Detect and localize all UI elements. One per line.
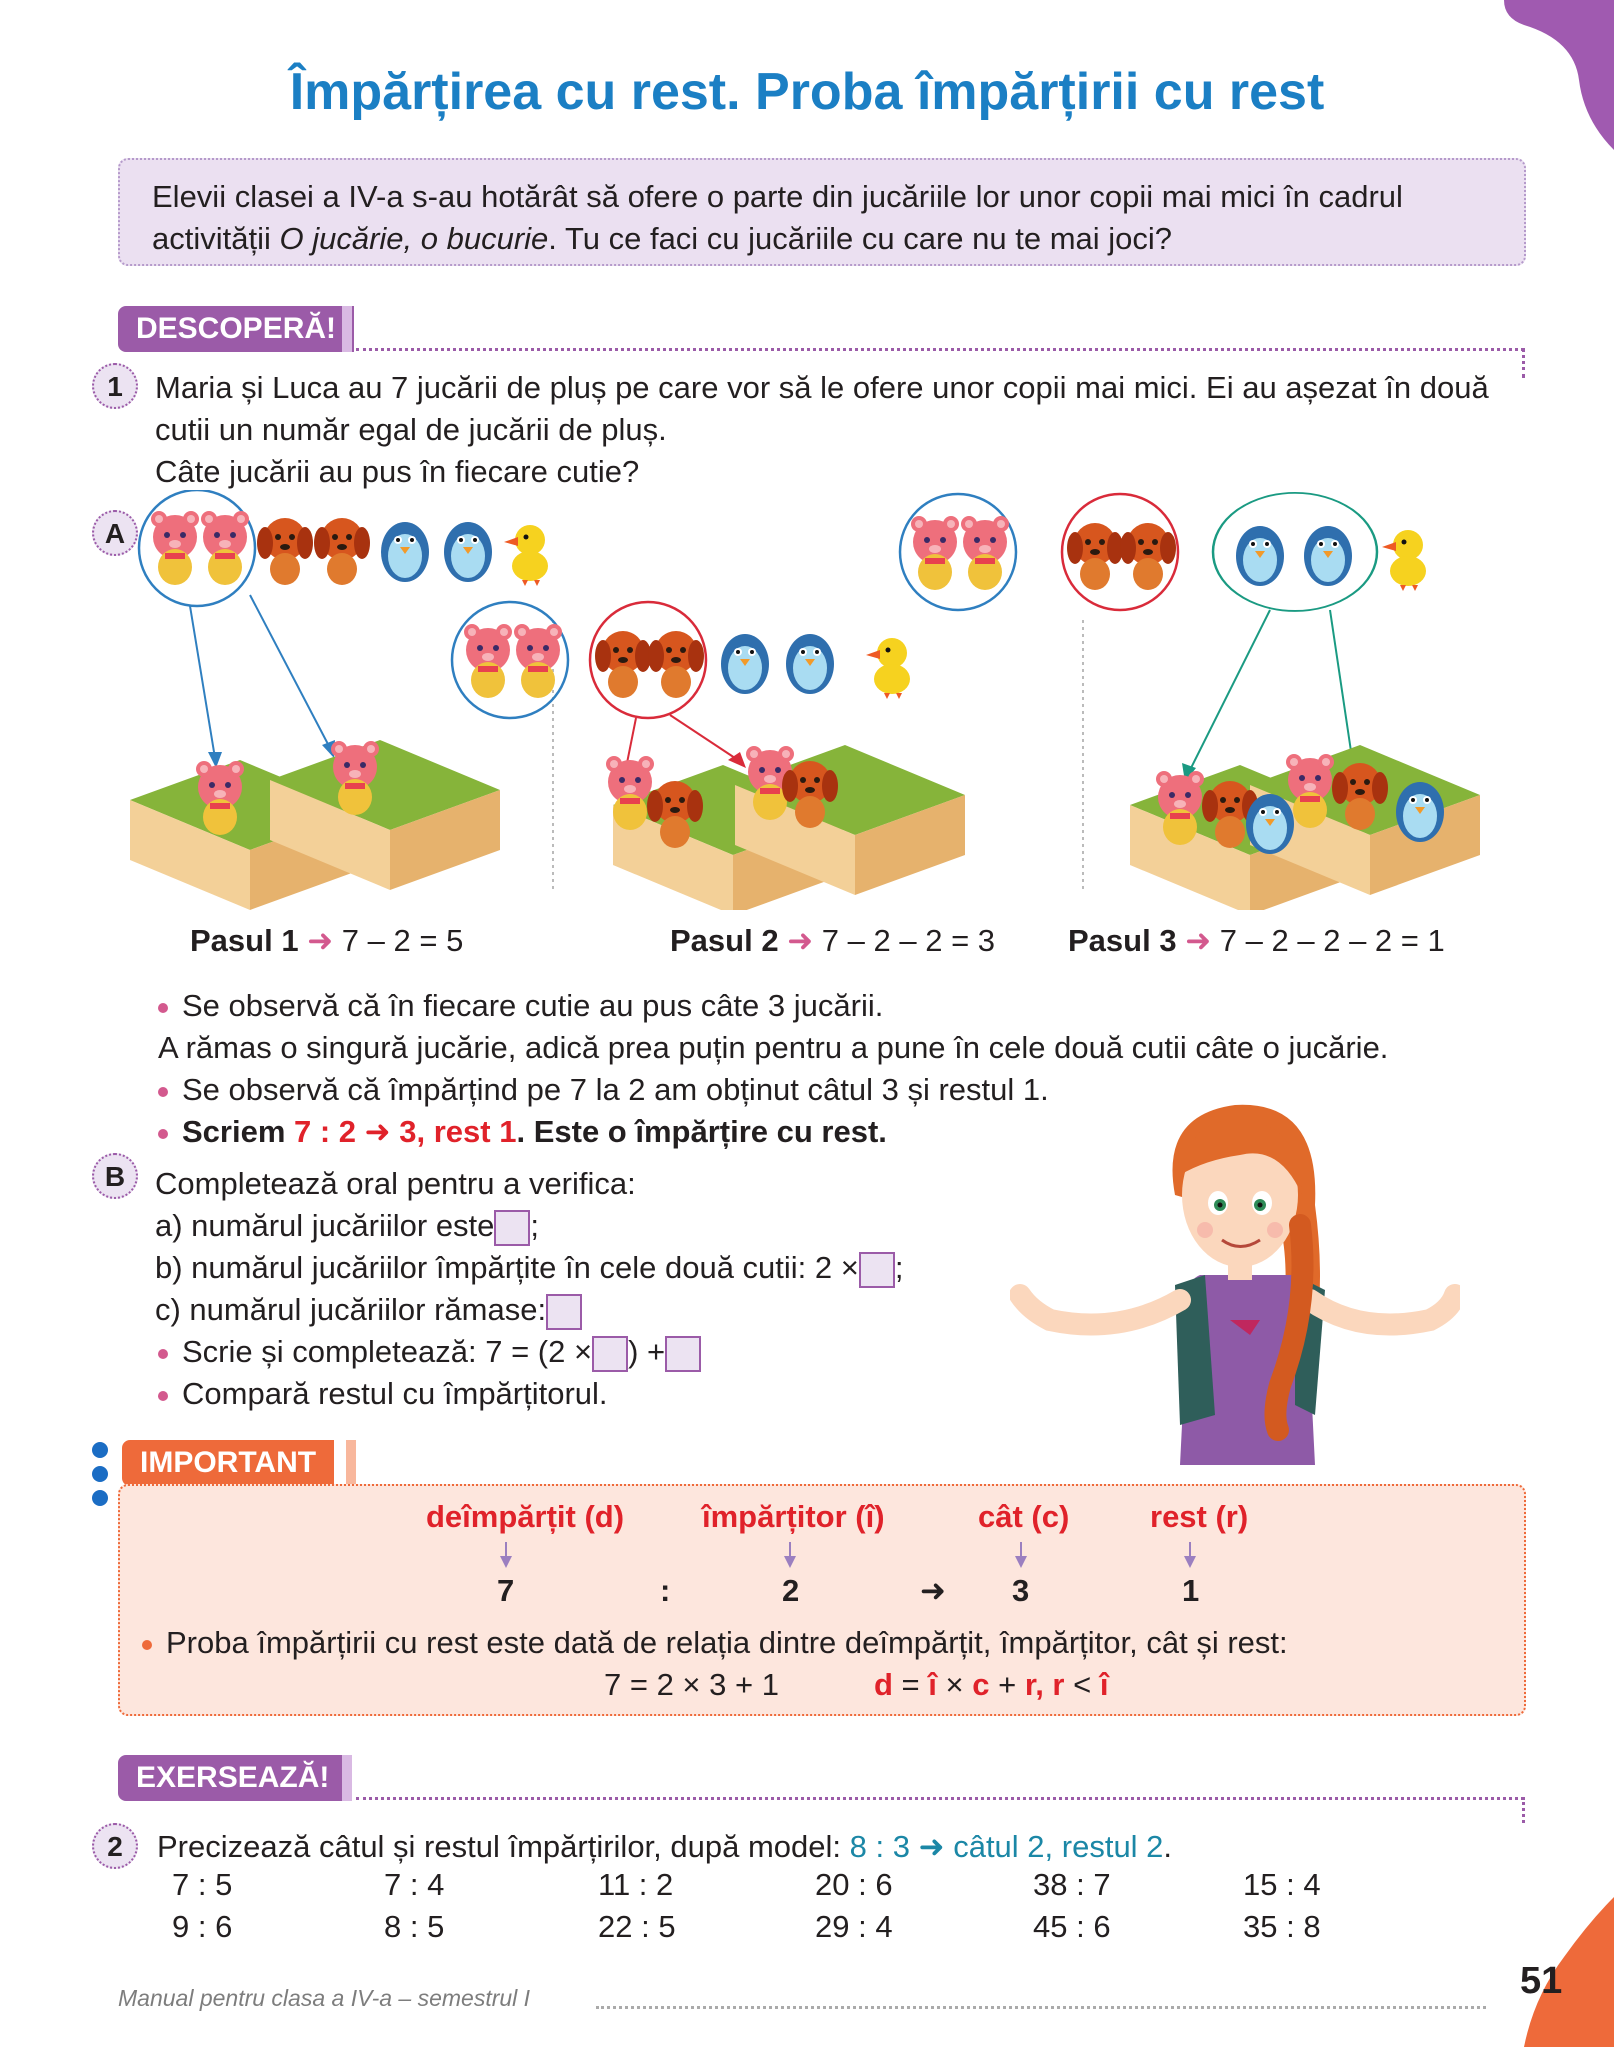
value-quotient: 3 (1012, 1573, 1030, 1608)
part-b-item-a (155, 1205, 1055, 1247)
formula-plus: + (989, 1667, 1025, 1702)
intro-question: . Tu ce faci cu jucăriile cu care nu te mai joci? (548, 221, 1173, 256)
answer-box[interactable] (859, 1252, 895, 1288)
observation-4-conclusion: . Este o împărțire cu rest. (516, 1114, 887, 1149)
exercise-1-question: Câte jucării au pus în fiecare cutie? (155, 454, 640, 489)
part-b-item-b (155, 1247, 1055, 1289)
exercise-1-line-1: Maria și Luca au 7 jucării de pluș pe care vor să le ofere unor copii mai mici. Ei au așezat în două (155, 370, 1489, 405)
step-2-expression: 7 – 2 – 2 = 3 (821, 923, 996, 958)
exercise-item: 45 : 6 (1033, 1909, 1111, 1944)
exercise-item: 22 : 5 (598, 1909, 676, 1944)
answer-box[interactable] (494, 1210, 530, 1246)
exercise-item: 20 : 6 (815, 1867, 893, 1902)
intro-activity-name: O jucărie, o bucurie (279, 221, 549, 256)
answer-box[interactable] (665, 1336, 701, 1372)
decorative-dots (92, 1442, 108, 1514)
exercise-item: 11 : 2 (598, 1867, 674, 1902)
step-3-label: Pasul 3 (1068, 923, 1177, 958)
tab-edge (346, 1440, 356, 1486)
part-b-item-d-mid: ) + (628, 1334, 666, 1369)
formula-r: r, r (1024, 1667, 1065, 1702)
label-quotient: cât (c) (978, 1499, 1070, 1534)
value-colon: : (660, 1573, 671, 1608)
exercise-1-line-2: cutii un număr egal de jucării de pluș. (155, 412, 667, 447)
arrow-right-icon: ➜ (307, 923, 334, 958)
bullet-icon (158, 1129, 168, 1139)
exercise-2-instruction: Precizează câtul și restul împărțirilor, după model: (157, 1829, 850, 1864)
bullet-icon (142, 1640, 152, 1650)
tab-edge (342, 1755, 352, 1801)
part-b-item-d-text: Scrie și completează: 7 = (2 × (182, 1334, 593, 1369)
intro-line-2 (152, 218, 1492, 260)
bullet-icon (158, 1391, 168, 1401)
step-2-label: Pasul 2 (670, 923, 779, 958)
general-formula (874, 1664, 1108, 1706)
punctuation: ; (894, 1250, 904, 1285)
model-result: câtul 2, restul 2 (953, 1829, 1164, 1864)
division-expression: 7 : 2 (294, 1114, 357, 1149)
step-1-expression: 7 – 2 = 5 (341, 923, 464, 958)
exercise-item: 15 : 4 (1243, 1867, 1321, 1902)
formula-d: d (874, 1667, 893, 1702)
part-b-item-e (158, 1373, 1055, 1415)
part-b-content (155, 1163, 1055, 1415)
girl-illustration (1010, 1085, 1460, 1465)
section-label-practice: EXERSEAZĂ! (118, 1755, 347, 1801)
rule-sentence: Proba împărțirii cu rest este dată de relația dintre deîmpărțit, împărțitor, cât și rest: (166, 1625, 1288, 1660)
down-arrows (490, 1540, 1210, 1570)
section-divider (356, 348, 1524, 351)
step-2 (670, 920, 995, 962)
division-result: 3, rest 1 (399, 1114, 517, 1149)
value-dividend: 7 (497, 1573, 515, 1608)
part-b-item-a-text: a) numărul jucăriilor este (155, 1208, 495, 1243)
step-3 (1068, 920, 1445, 962)
bullet-icon (158, 1087, 168, 1097)
observation-4-lead: Scriem (182, 1114, 295, 1149)
observation-2: A rămas o singură jucărie, adică prea puțin pentru a pune în cele două cutii câte o jucărie. (158, 1030, 1389, 1065)
exercise-item: 8 : 5 (384, 1909, 445, 1944)
exercise-item: 35 : 8 (1243, 1909, 1321, 1944)
arrow-right-icon: ➜ (1185, 923, 1212, 958)
footer-text: Manual pentru clasa a IV-a – semestrul I (118, 1985, 531, 2011)
arrow-right-icon: ➜ (920, 1573, 946, 1608)
part-b-item-d (158, 1331, 1055, 1373)
formula-i2: î (1099, 1667, 1109, 1702)
section-label-important: IMPORTANT (122, 1440, 334, 1486)
part-a-marker: A (92, 510, 138, 556)
part-b-item-c-text: c) numărul jucăriilor rămase: (155, 1292, 547, 1327)
punctuation: . (1163, 1829, 1173, 1864)
toys-illustration (130, 490, 1510, 910)
intro-text: activității (152, 221, 280, 256)
value-divisor: 2 (782, 1573, 800, 1608)
example-formula: 7 = 2 × 3 + 1 (604, 1667, 779, 1702)
section-divider (356, 1797, 1524, 1800)
exercise-item: 7 : 5 (172, 1867, 233, 1902)
formula-lt: < (1064, 1667, 1100, 1702)
exercise-item: 38 : 7 (1033, 1867, 1111, 1902)
part-b-item-c (155, 1289, 1055, 1331)
exercise-number-1: 1 (92, 363, 138, 409)
answer-box[interactable] (546, 1294, 582, 1330)
answer-box[interactable] (592, 1336, 628, 1372)
bullet-icon (158, 1003, 168, 1013)
exercise-1-text (155, 367, 1535, 493)
observation-1-text: Se observă că în fiecare cutie au pus câte 3 jucării. (182, 988, 884, 1023)
part-b-intro: Completează oral pentru a verifica: (155, 1166, 636, 1201)
intro-line-1: Elevii clasei a IV-a s-au hotărât să ofere o parte din jucăriile lor unor copii mai mici în cadrul (152, 179, 1403, 214)
exercise-item: 7 : 4 (384, 1867, 445, 1902)
label-remainder: rest (r) (1150, 1499, 1249, 1534)
exercise-2-text (157, 1826, 1517, 1868)
intro-box (118, 158, 1526, 266)
part-b-item-b-text: b) numărul jucăriilor împărțite în cele două cutii: 2 × (155, 1250, 859, 1285)
label-divisor: împărțitor (î) (702, 1499, 885, 1534)
page-number: 51 (1520, 1960, 1563, 2002)
observation-3-text: Se observă că împărțind pe 7 la 2 am obținut câtul 3 și restul 1. (182, 1072, 1049, 1107)
step-1-label: Pasul 1 (190, 923, 299, 958)
part-b-item-e-text: Compară restul cu împărțitorul. (182, 1376, 608, 1411)
rule-text (142, 1622, 1512, 1664)
section-divider-end (1522, 1797, 1525, 1823)
value-remainder: 1 (1182, 1573, 1200, 1608)
formula-c: c (972, 1667, 990, 1702)
model-expression: 8 : 3 (849, 1829, 910, 1864)
label-dividend: deîmpărțit (d) (426, 1499, 625, 1534)
formula-i: î (928, 1667, 937, 1702)
footer-divider (596, 2006, 1486, 2009)
arrow-right-icon: ➜ (918, 1829, 945, 1864)
exercise-number-2: 2 (92, 1823, 138, 1869)
observation-1 (158, 985, 1498, 1027)
step-3-expression: 7 – 2 – 2 – 2 = 1 (1219, 923, 1445, 958)
bullet-icon (158, 1349, 168, 1359)
arrow-right-icon: ➜ (364, 1114, 391, 1149)
formula-eq: = (892, 1667, 929, 1702)
exercise-item: 9 : 6 (172, 1909, 233, 1944)
tab-edge (342, 306, 352, 352)
punctuation: ; (530, 1208, 540, 1243)
exercise-item: 29 : 4 (815, 1909, 893, 1944)
formula-times: × (936, 1667, 973, 1702)
arrow-right-icon: ➜ (787, 923, 814, 958)
step-1 (190, 920, 463, 962)
section-label-discover: DESCOPERĂ! (118, 306, 354, 352)
page-title: Împărțirea cu rest. Proba împărțirii cu rest (289, 63, 1325, 121)
part-b-marker: B (92, 1153, 138, 1199)
